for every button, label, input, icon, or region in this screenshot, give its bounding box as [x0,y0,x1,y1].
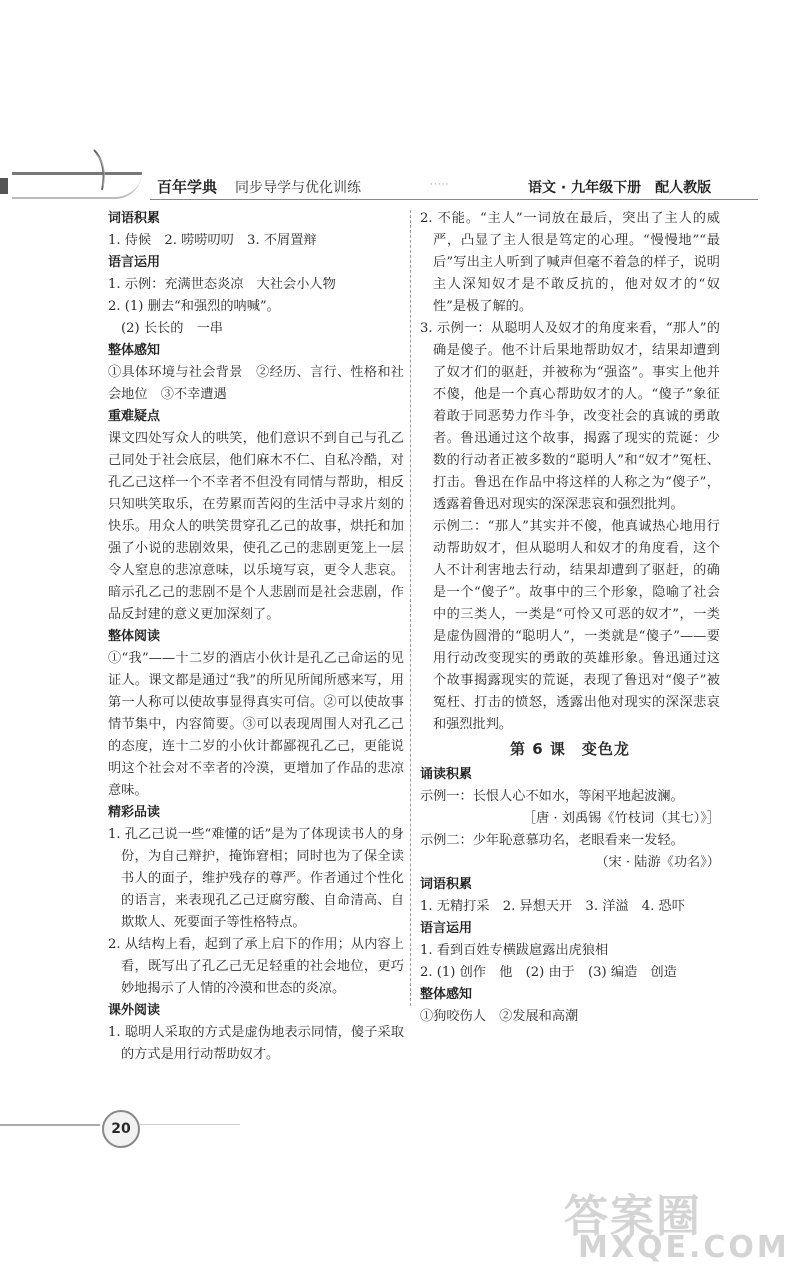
section-title: 课外阅读 [108,1003,161,1018]
header-mid-mark: ····· [430,180,450,190]
answer-paragraph: 1. 孔乙己说一些“难懂的话”是为了体现读书人的身份，为自己辩护，掩饰窘相；同时也为了保全读书人的面子，维护残存的尊严。作者通过个性化的语言，来表现孔乙己迂腐穷酸、自命清高、自欺欺人、死要面子等性格特点。 [108,827,404,930]
answer-paragraph: 1. 聪明人采取的方式是虚伪地表示同情，傻子采取的方式是用行动帮助奴才。 [108,1025,404,1062]
watermark [560,1180,790,1270]
section-title: 语言运用 [420,921,473,936]
footer-rule-right [140,1124,240,1125]
answer-line: 1. 示例：充满世态炎凉 大社会小人物 [108,277,336,292]
answer-line: 1. 看到百姓专横跋扈露出虎狼相 [420,943,609,958]
answer-line: 2. (1) 删去“和强烈的呐喊”。 [108,299,280,314]
header-subtitle: 同步导学与优化训练 [235,180,361,196]
answer-line: (2) 长长的 一串 [121,321,223,336]
header-edge-bar [0,178,8,194]
answer-line: 1. 侍候 2. 唠唠叨叨 3. 不屑置辩 [108,233,317,248]
section-title: 整体感知 [420,987,473,1002]
section-title: 整体感知 [108,343,161,358]
section-title: 诵读积累 [420,767,473,782]
section-title: 词语积累 [420,877,473,892]
left-column [108,208,404,1066]
lesson-title: 第 6 课 变色龙 [510,740,630,758]
watermark-url: MXQE.COM [578,1230,790,1265]
section-title: 精彩品读 [108,805,161,820]
header-brand: 百年学典 [157,178,218,196]
answer-paragraph: 2. 不能。“主人”一词放在最后，突出了主人的威严，凸显了主人很是笃定的心理。“慢慢地”“最后”写出主人听到了喊声但毫不着急的样子，说明主人深知奴才是不敢反抗的，他对奴才的“奴性”是极了解的。 [420,211,720,314]
answer-paragraph: ①“我”——十二岁的酒店小伙计是孔乙己命运的见证人。课文都是通过“我”的所见所闻所感来写，用第一人称可以使故事显得真实可信。②可以使故事情节集中，内容简要。③可以表现周围人对孔乙己的态度，连十二岁的小伙计都鄙视孔乙己，更能说明这个社会对不幸者的冷漠，更增加了作品的悲凉意味。 [108,651,404,798]
answer-line: 1. 无精打采 2. 异想天开 3. 洋溢 4. 恐吓 [420,899,685,914]
header-swoosh-decoration [12,172,142,199]
answer-line: 2. (1) 创作 他 (2) 由于 (3) 编造 创造 [420,965,677,980]
section-title: 词语积累 [108,211,161,226]
answer-line: ①狗咬伤人 ②发展和高潮 [420,1009,579,1024]
citation: ［唐 · 刘禹锡《竹枝词（其七）》］ [522,811,720,826]
section-title: 整体阅读 [108,629,161,644]
column-divider [410,210,411,1006]
section-title: 重难疑点 [108,409,161,424]
footer-rule [0,1124,100,1126]
header-grade-info: 语文 · 九年级下册 配人教版 [528,180,712,196]
answer-paragraph: 示例二：“那人”其实并不傻，他真诚热心地用行动帮助奴才，但从聪明人和奴才的角度看，这个人不计利害地去行动，结果却遭到了驱赶，的确是一个“傻子”。故事中的三个形象，隐喻了社会中的三类人，一类是“可怜又可恶的奴才”，一类是虚伪圆滑的“聪明人”，一类就是“傻子”——要用行动改变现实的勇敢的英雄形象。鲁迅通过这个故事揭露现实的荒诞，表现了鲁迅对“傻子”被冤枉、打击的愤怒，透露出他对现实的深深悲哀和强烈批判。 [433,519,720,732]
answer-paragraph: 3. 示例一：从聪明人及奴才的角度来看，“那人”的确是傻子。他不计后果地帮助奴才，结果却遭到了奴才们的驱赶，并被称为“强盗”。事实上他并不傻，他是一个真心帮助奴才的人。“傻子”象征着敢于同恶势力作斗争，改变社会的真诚的勇敢者。鲁迅通过这个故事，揭露了现实的荒诞：少数的行动者正被多数的“聪明人”和“奴才”冤枉、打击。鲁迅在作品中将这样的人称之为“傻子”，透露着鲁迅对现实的深深悲哀和强烈批判。 [420,321,720,512]
feather-icon [90,148,110,192]
section-title: 语言运用 [108,255,161,270]
answer-paragraph: 课文四处写众人的哄笑，他们意识不到自己与孔乙己同处于社会底层，他们麻木不仁、自私冷酷，对孔乙己这样一个不幸者不但没有同情与帮助，相反只知哄笑取乐，在劳累而苦闷的生活中寻求片刻的快乐。用众人的哄笑贯穿孔乙己的故事，烘托和加强了小说的悲剧效果，使孔乙己的悲剧更笼上一层令人窒息的悲凉意味，以乐境写哀，更令人悲哀。暗示孔乙己的悲剧不是个人悲剧而是社会悲剧，作品反封建的意义更加深刻了。 [108,431,404,622]
answer-line: 示例一：长恨人心不如水，等闲平地起波澜。 [420,789,684,804]
answer-paragraph: ①具体环境与社会背景 ②经历、言行、性格和社会地位 ③不幸遭遇 [108,365,404,402]
citation: （宋 · 陆游《功名》） [595,855,720,870]
watermark-logo-text: 答案圈 [564,1191,702,1242]
right-column [420,208,720,1028]
answer-paragraph: 2. 从结构上看，起到了承上启下的作用；从内容上看，既写出了孔乙己无足轻重的社会地位，更巧妙地揭示了人情的冷漠和世态的炎凉。 [108,937,404,996]
answer-line: 示例二：少年恥意慕功名，老眼看来一发轻。 [420,833,684,848]
page-number: 20 [102,1110,140,1148]
header-rule [150,199,758,200]
